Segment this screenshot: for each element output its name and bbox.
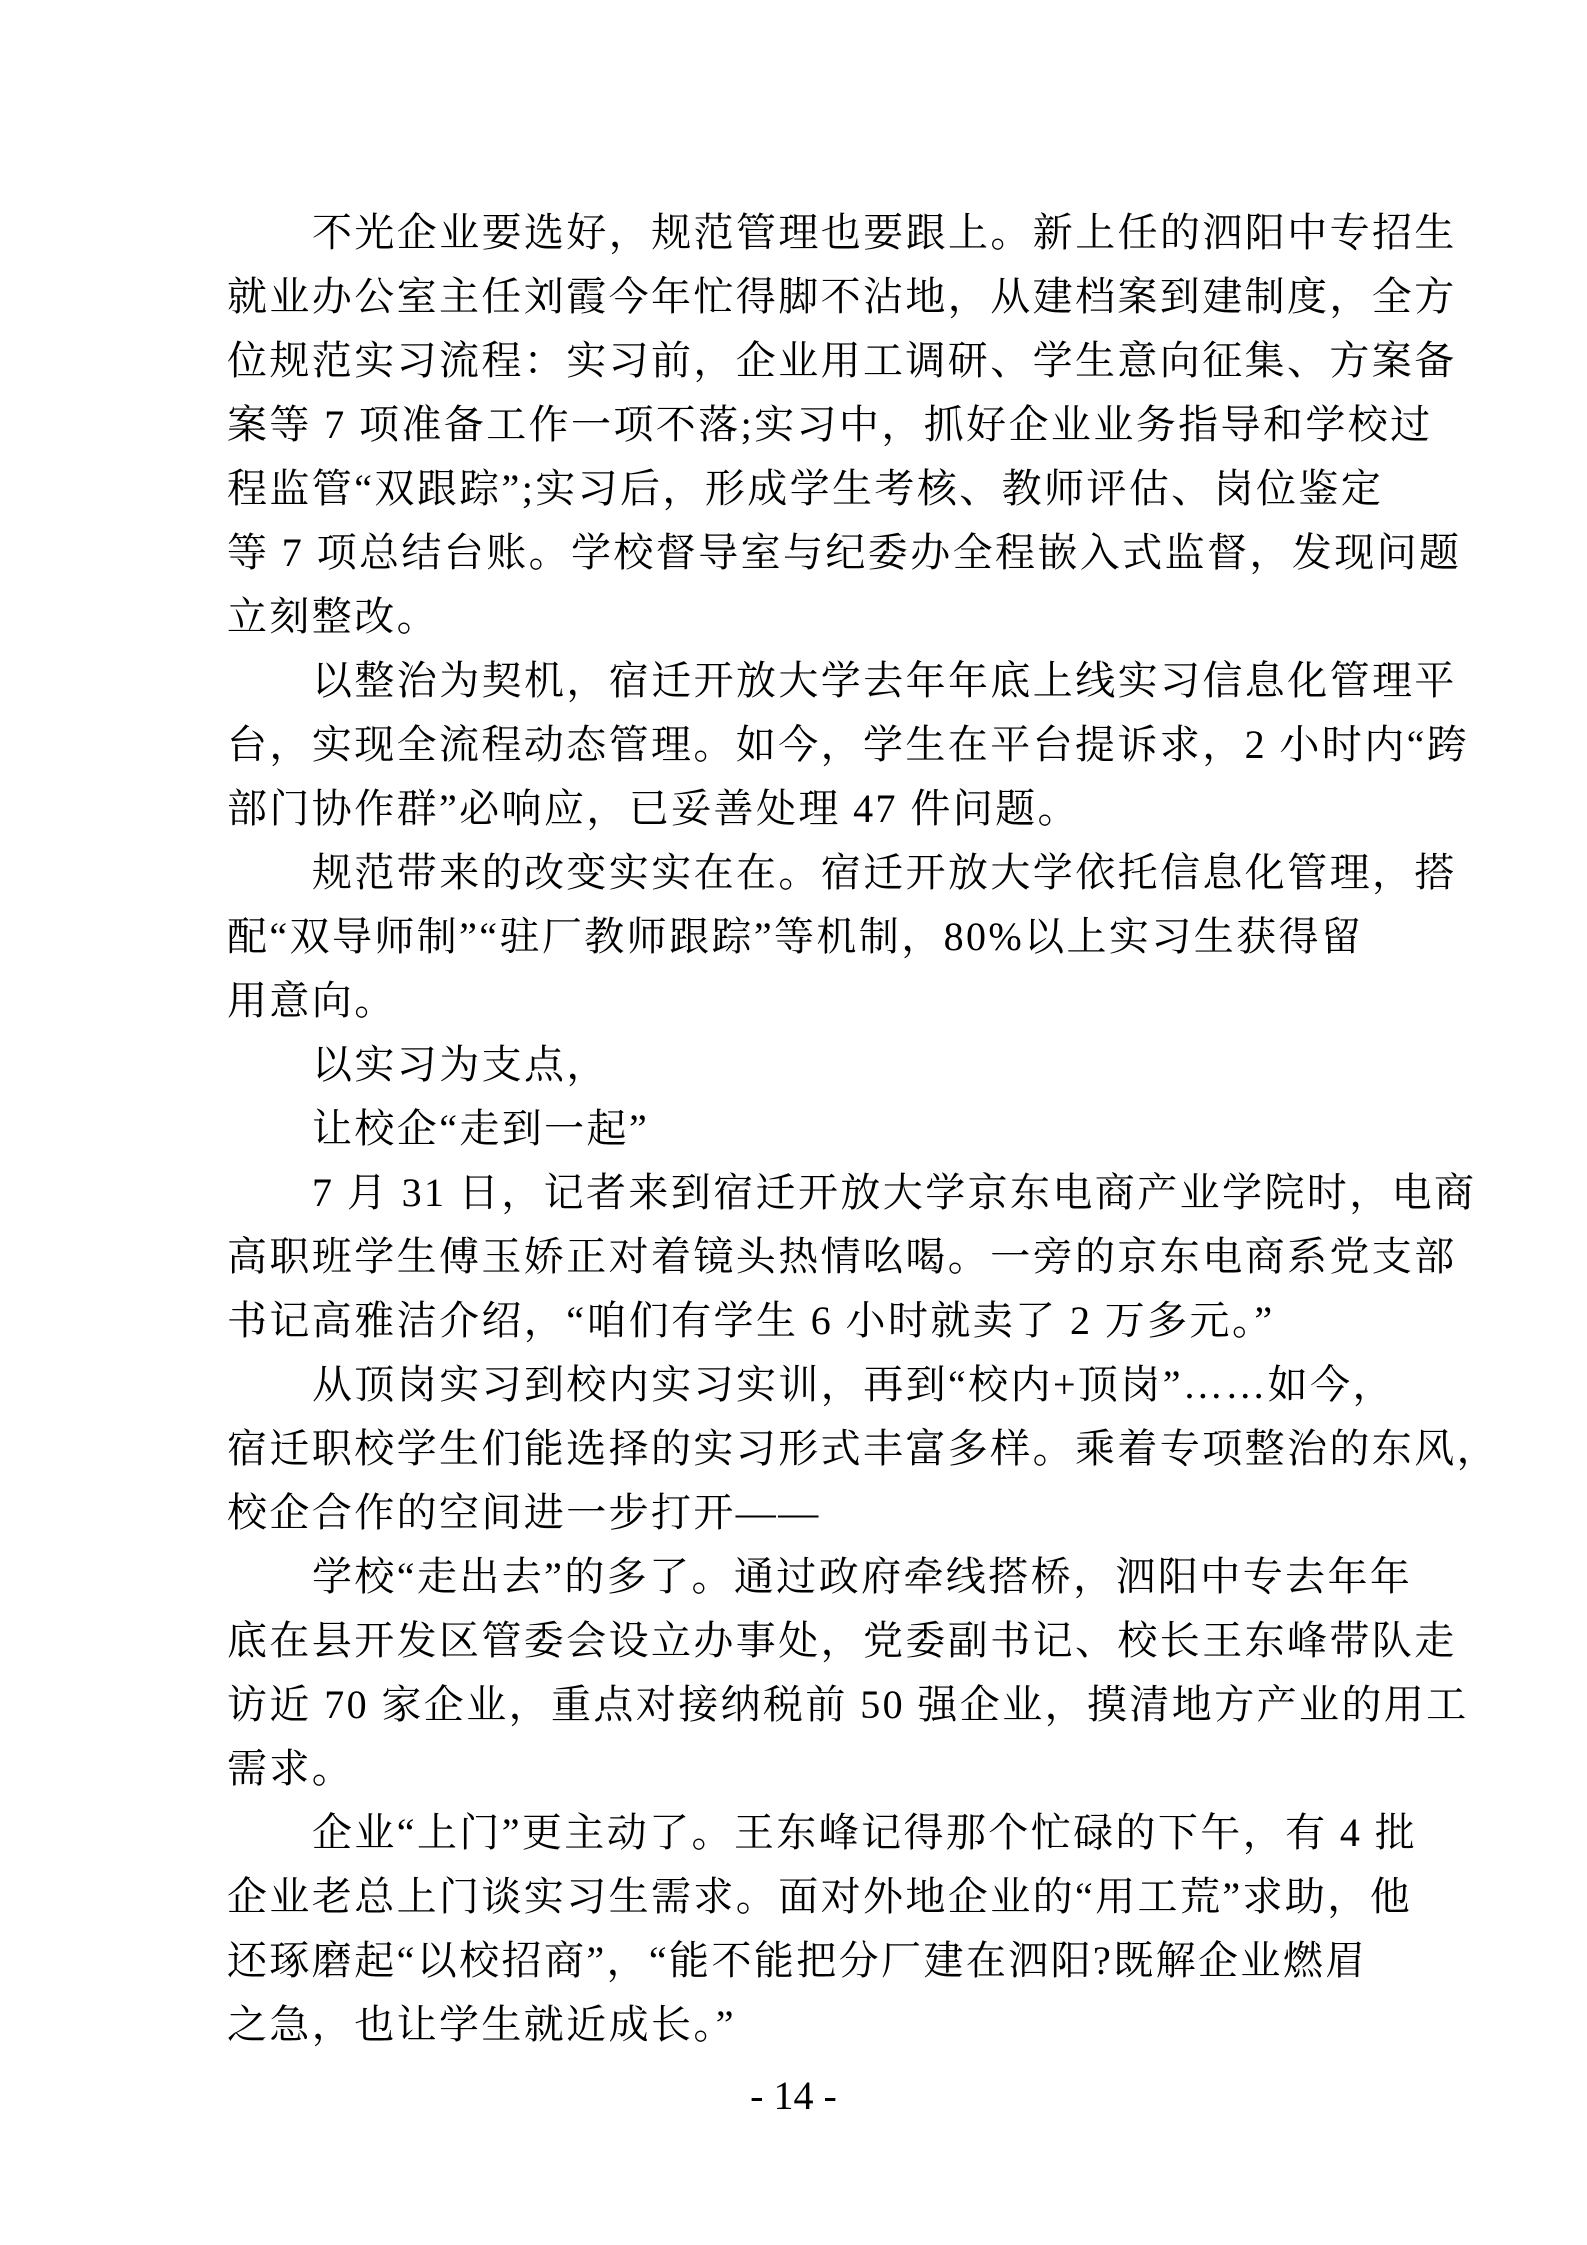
text-line: 需求。 [227, 1746, 355, 1791]
text-line: 程监管“双跟踪”;实习后，形成学生考核、教师评估、岗位鉴定 [227, 466, 1384, 511]
article-body [227, 201, 1499, 2057]
text-line: 学校“走出去”的多了。通过政府牵线搭桥，泗阳中专去年年 [312, 1554, 1413, 1599]
text-line: 还琢磨起“以校招商”，“能不能把分厂建在泗阳?既解企业燃眉 [227, 1938, 1368, 1983]
text-line: 7 月 31 日，记者来到宿迁开放大学京东电商产业学院时，电商 [312, 1170, 1477, 1215]
text-line: 从顶岗实习到校内实习实训，再到“校内+顶岗”……如今， [312, 1362, 1395, 1407]
text-line: 案等 7 项准备工作一项不落;实习中，抓好企业业务指导和学校过 [227, 402, 1433, 447]
text-line: 规范带来的改变实实在在。宿迁开放大学依托信息化管理，搭 [312, 850, 1457, 895]
text-line: 部门协作群”必响应，已妥善处理 47 件问题。 [227, 786, 1080, 831]
text-line: 配“双导师制”“驻厂教师跟踪”等机制，80%以上实习生获得留 [227, 914, 1364, 959]
text-line: 位规范实习流程：实习前，企业用工调研、学生意向征集、方案备 [227, 338, 1457, 383]
text-line: 访近 70 家企业，重点对接纳税前 50 强企业，摸清地方产业的用工 [227, 1682, 1469, 1727]
text-line: 校企合作的空间进一步打开—— [227, 1490, 821, 1535]
text-line: 台，实现全流程动态管理。如今，学生在平台提诉求，2 小时内“跨 [227, 722, 1470, 767]
text-line: 立刻整改。 [227, 594, 439, 639]
text-line: 企业老总上门谈实习生需求。面对外地企业的“用工荒”求助，他 [227, 1874, 1413, 1919]
text-line: 企业“上门”更主动了。王东峰记得那个忙碌的下午，有 4 批 [312, 1810, 1418, 1855]
page-number: - 14 - [750, 2073, 837, 2118]
page-footer [0, 2073, 1587, 2119]
text-line: 不光企业要选好，规范管理也要跟上。新上任的泗阳中专招生 [312, 210, 1457, 255]
text-line: 用意向。 [227, 978, 397, 1023]
text-line: 让校企“走到一起” [312, 1106, 650, 1151]
text-line: 就业办公室主任刘霞今年忙得脚不沾地，从建档案到建制度，全方 [227, 274, 1457, 319]
text-line: 底在县开发区管委会设立办事处，党委副书记、校长王东峰带队走 [227, 1618, 1457, 1663]
text-line: 以实习为支点， [312, 1042, 609, 1087]
text-line: 高职班学生傅玉娇正对着镜头热情吆喝。一旁的京东电商系党支部 [227, 1234, 1457, 1279]
text-line: 等 7 项总结台账。学校督导室与纪委办全程嵌入式监督，发现问题 [227, 530, 1462, 575]
text-line: 之急，也让学生就近成长。” [227, 2002, 736, 2047]
text-line: 宿迁职校学生们能选择的实习形式丰富多样。乘着专项整治的东风， [227, 1426, 1499, 1471]
text-line: 以整治为契机，宿迁开放大学去年年底上线实习信息化管理平 [312, 658, 1457, 703]
text-line: 书记高雅洁介绍，“咱们有学生 6 小时就卖了 2 万多元。” [227, 1298, 1275, 1343]
